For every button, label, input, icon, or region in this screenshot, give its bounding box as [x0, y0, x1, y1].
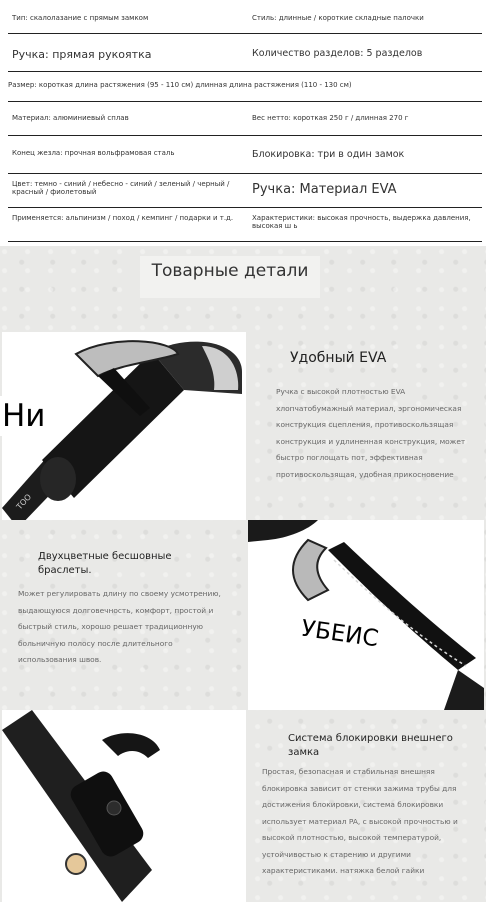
spec-table — [0, 0, 486, 246]
spec-weight: Вес нетто: короткая 250 г / длинная 270 г — [252, 114, 409, 122]
eva-title: Удобный EVA — [290, 350, 387, 366]
overlay-word: УБЕИС — [291, 612, 388, 657]
spec-sections: Количество разделов: 5 разделов — [252, 48, 423, 59]
product-details-section — [0, 246, 486, 902]
spec-row — [8, 4, 482, 34]
strap-illustration — [248, 520, 484, 710]
spec-row — [8, 174, 482, 208]
bracelet-title: Двухцветные бесшовные браслеты. — [38, 551, 172, 576]
lock-illustration — [2, 710, 246, 902]
strap-photo — [248, 520, 484, 710]
spec-row — [8, 72, 482, 102]
spec-handle: Ручка: прямая рукоятка — [12, 48, 152, 61]
bracelet-description: Может регулировать длину по своему усмотрению, выдающуюся долговечность, комфорт, простой и быстрый стиль, хорошо решает традиционную больничную полосу после длительного использования швов. — [18, 589, 221, 664]
spec-row — [8, 208, 482, 242]
section-title: Товарные детали — [140, 256, 320, 298]
spec-style: Стиль: длинные / короткие складные палочки — [252, 14, 424, 22]
spec-material: Материал: алюминиевый сплав — [12, 114, 129, 122]
overlay-word: Ни — [2, 398, 46, 434]
spec-size: Размер: короткая длина растяжения (95 - 110 см) длинная длина растяжения (110 - 130 см) — [8, 81, 352, 89]
spec-row — [8, 102, 482, 136]
spec-row — [8, 34, 482, 72]
spec-tip: Конец жезла: прочная вольфрамовая сталь — [12, 149, 175, 157]
spec-color: Цвет: темно - синий / небесно - синий / зеленый / черный / красный / фиолетовый — [12, 180, 230, 197]
spec-application: Применяется: альпинизм / поход / кемпинг / подарки и т.д. — [12, 214, 234, 222]
pole-text: TOO — [14, 492, 34, 512]
spec-type: Тип: скалолазание с прямым замком — [12, 14, 149, 22]
lock-photo — [2, 710, 246, 902]
spec-grip-material: Ручка: Материал EVA — [252, 182, 397, 197]
eva-description: Ручка с высокой плотностью EVA хлопчатобумажный материал, эргономическая конструкция сцепления, противоскользящая конструкция и удлиненная конструкция, может быстро поглощать пот, эффективная противоскользящая, удобная прикосновение — [276, 387, 466, 479]
spec-row — [8, 136, 482, 174]
lock-title: Система блокировки внешнего замка — [288, 733, 453, 758]
spec-features: Характеристики: высокая прочность, выдержка давления, высокая ш ь — [252, 214, 471, 231]
lock-description: Простая, безопасная и стабильная внешняя блокировка зависит от стенки зажима трубы для достижения блокировки, система блокировки использует материал PA, с высокой прочностью и высокой плотностью, высокой температурой, устойчивостью к старению и другими характеристиками. натяжка белой гайки — [262, 767, 458, 875]
spec-lock: Блокировка: три в один замок — [252, 149, 405, 160]
size-label: 105 см — [149, 874, 192, 888]
